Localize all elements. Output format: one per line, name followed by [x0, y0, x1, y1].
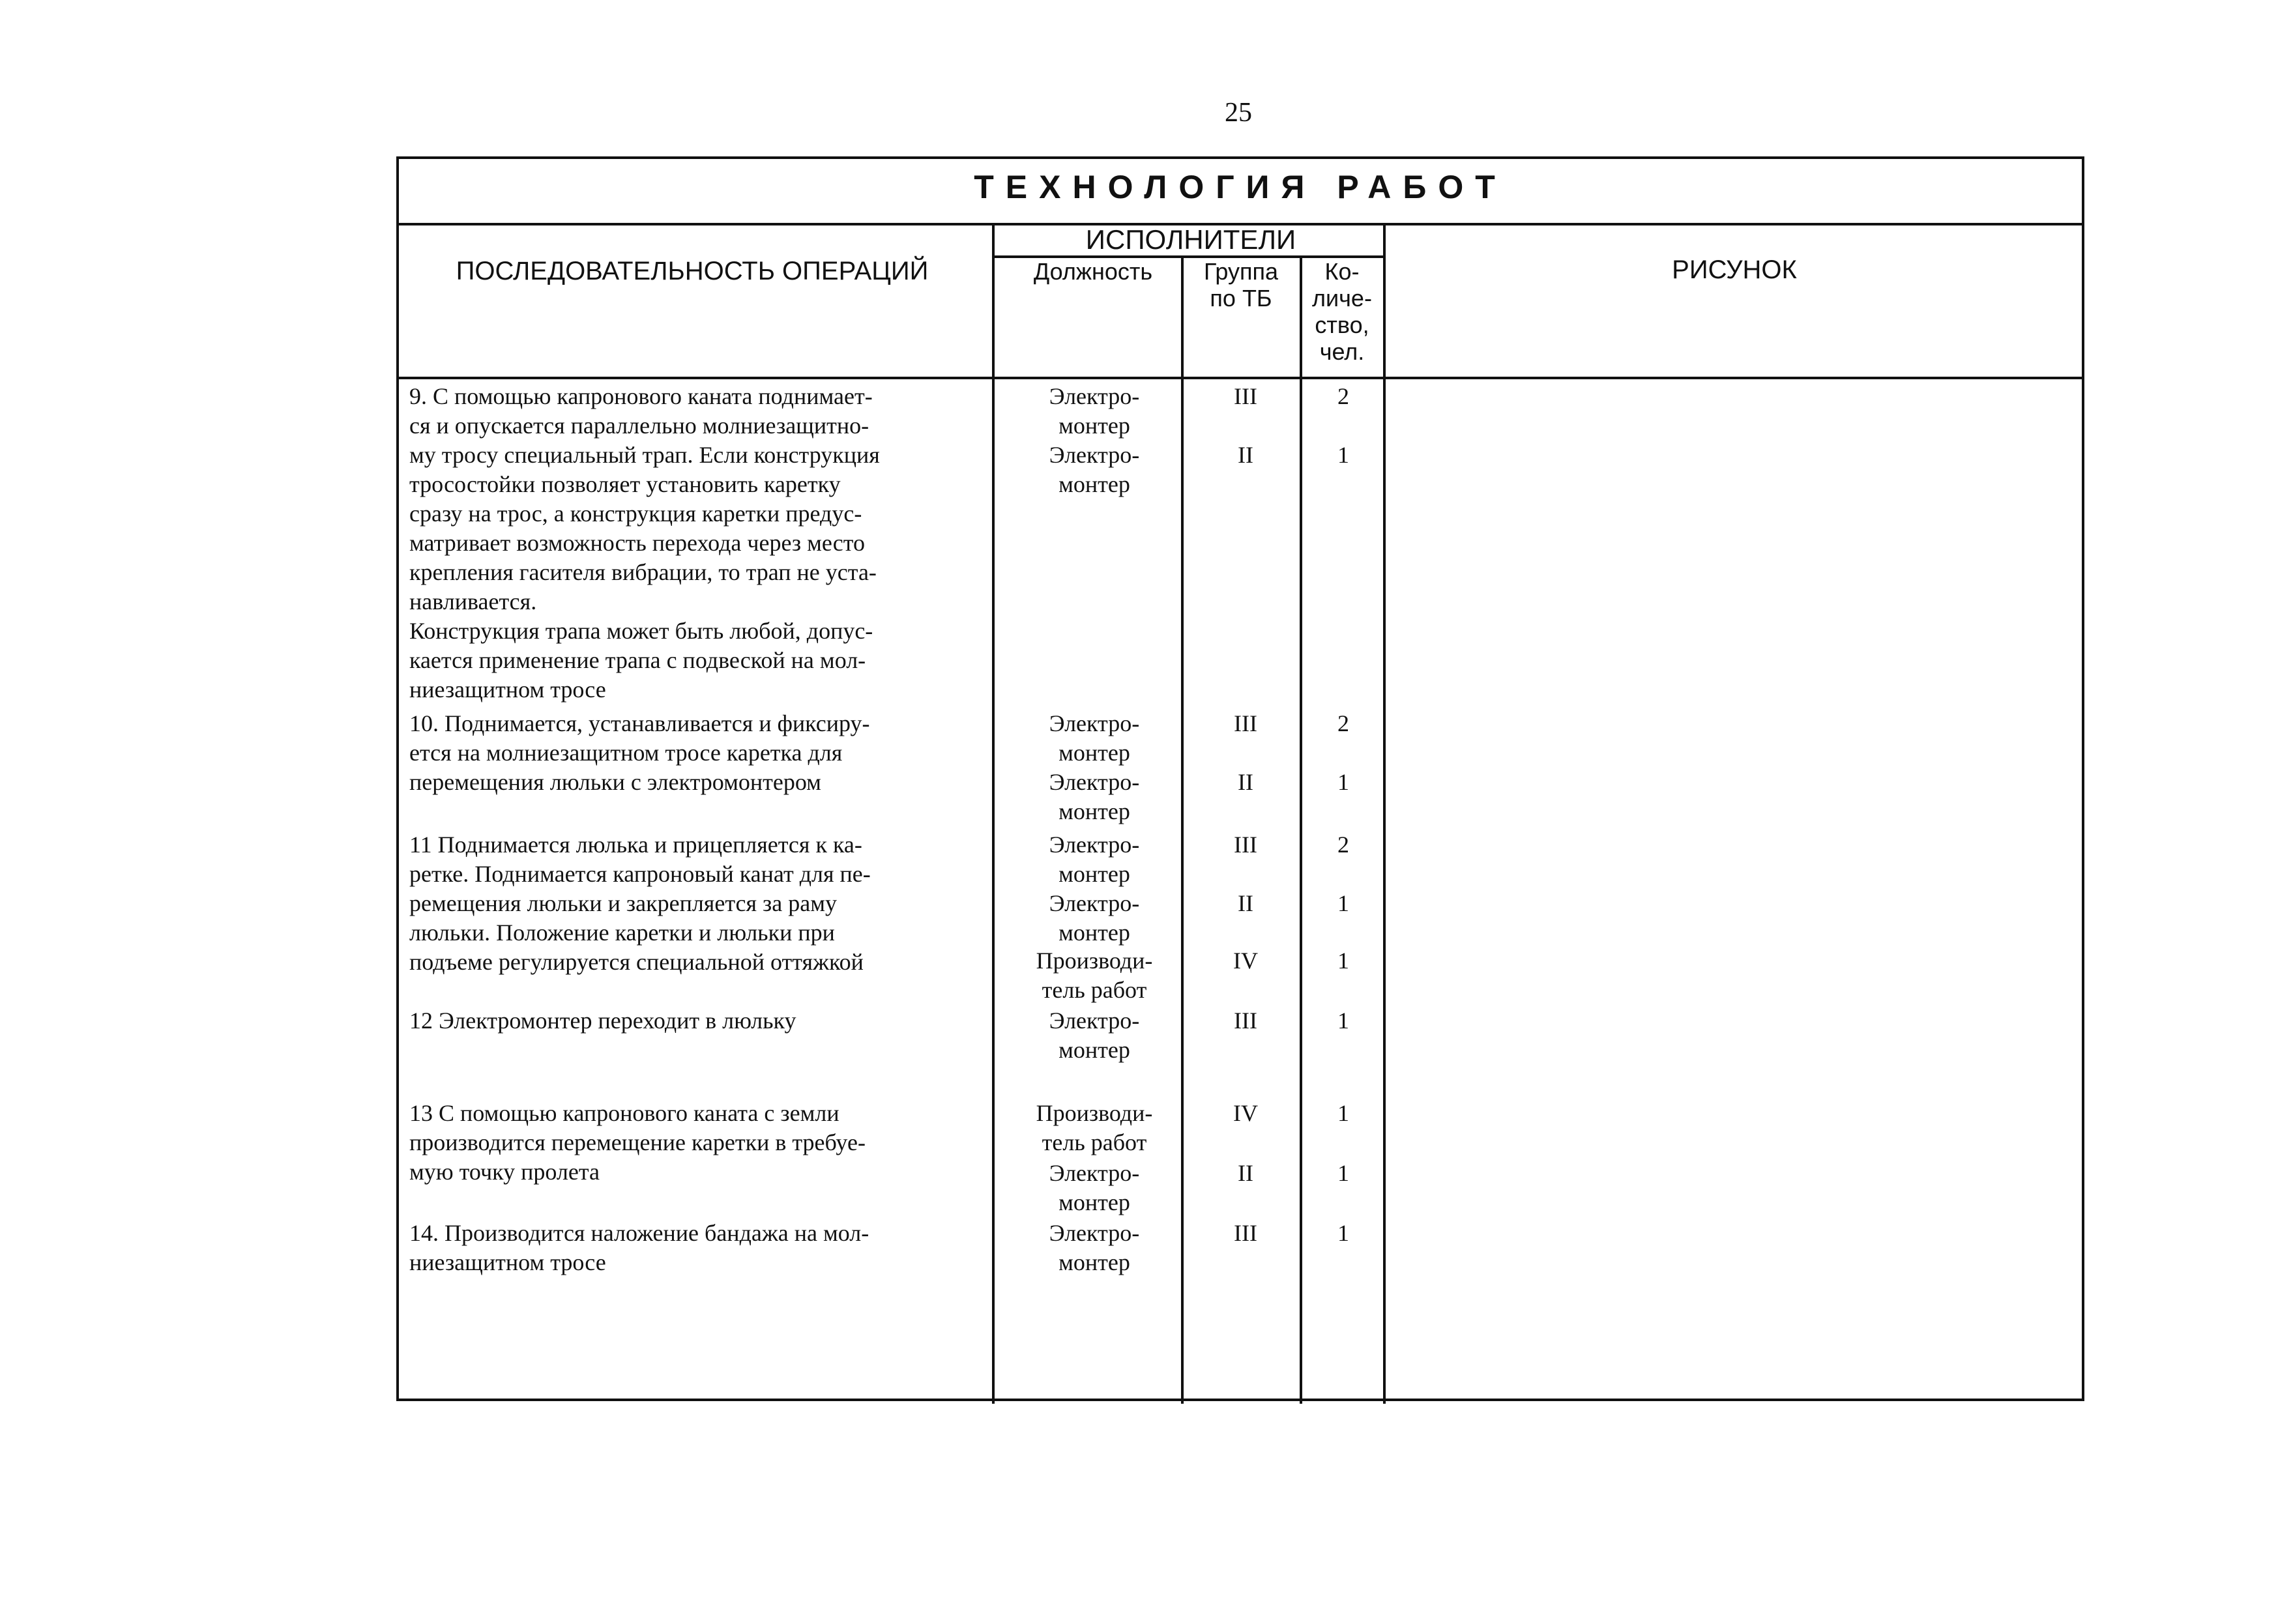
executor-position: Производи- тель работ — [1036, 948, 1153, 1003]
executor-quantity: 1 — [1337, 769, 1349, 795]
executor-group: III — [1234, 1008, 1257, 1034]
figure-area — [1387, 379, 2082, 1396]
executor-quantity: 1 — [1337, 1008, 1349, 1034]
table-title-row — [399, 159, 2082, 225]
operation-step-9: 9. С помощью капронового каната поднимает- ся и опускается параллельно молниезащитно- му тросу специальный трап. Если конструкция тросостойки позволяет установить каретку сразу на трос, а конструкция каретки предус- матривает возможность перехода через место крепления гасителя вибрации, то трап не уста- навливается. Конструкция трапа может быть любой, допус- кается применение трапа с подвеской на мол- ниезащитном тросе — [409, 383, 880, 703]
executor-group: II — [1238, 1160, 1253, 1186]
executor-quantity: 1 — [1337, 442, 1349, 468]
executor-position: Электро- монтер — [1049, 383, 1140, 439]
executor-position: Электро- монтер — [1049, 442, 1140, 497]
position-header: Должность — [1033, 258, 1153, 285]
executor-position: Электро- монтер — [1049, 710, 1140, 766]
operation-step-14: 14. Производится наложение бандажа на мол- ниезащитном тросе — [409, 1220, 869, 1275]
operations-header: ПОСЛЕДОВАТЕЛЬНОСТЬ ОПЕРАЦИЙ — [456, 257, 929, 285]
page-number: 25 — [1225, 98, 1252, 128]
executor-group: III — [1234, 1220, 1257, 1246]
executor-position: Электро- монтер — [1049, 890, 1140, 946]
group-header: Группа по ТБ — [1203, 258, 1279, 312]
executor-quantity: 1 — [1337, 1100, 1349, 1126]
executor-quantity: 2 — [1337, 832, 1349, 858]
executor-group: IV — [1233, 948, 1258, 974]
executor-position: Электро- монтер — [1049, 1008, 1140, 1063]
executor-position: Электро- монтер — [1049, 1220, 1140, 1275]
table-title: ТЕХНОЛОГИЯ РАБОТ — [974, 169, 1507, 205]
figure-header: РИСУНОК — [1672, 255, 1797, 284]
executor-position: Электро- монтер — [1049, 769, 1140, 824]
operation-step-12: 12 Электромонтер переходит в люльку — [409, 1008, 796, 1034]
operation-step-10: 10. Поднимается, устанавливается и фиксиру- ется на молниезащитном тросе каретка для перемещения люльки с электромонтером — [409, 710, 870, 795]
column-divider-figure — [1383, 225, 1386, 1404]
executor-group: II — [1238, 769, 1253, 795]
executor-position: Производи- тель работ — [1036, 1100, 1153, 1155]
executor-quantity: 1 — [1337, 890, 1349, 916]
executor-quantity: 2 — [1337, 383, 1349, 409]
executor-group: III — [1234, 383, 1257, 409]
column-divider-operations — [992, 225, 995, 1404]
executor-group: III — [1234, 710, 1257, 736]
quantity-header: Ко- личе- ство, чел. — [1312, 258, 1372, 366]
operation-step-13: 13 С помощью капронового каната с земли производится перемещение каретки в требуе- мую точку пролета — [409, 1100, 866, 1185]
executor-group: II — [1238, 442, 1253, 468]
executor-group: II — [1238, 890, 1253, 916]
technology-table — [396, 156, 2084, 1401]
operation-step-11: 11 Поднимается люлька и прицепляется к ка- ретке. Поднимается капроновый канат для пе- ремещения люльки и закрепляется за раму люльки. Положение каретки и люльки при подъеме регулируется специальной оттяжкой — [409, 832, 871, 975]
executor-quantity: 1 — [1337, 948, 1349, 974]
executor-group: III — [1234, 832, 1257, 858]
executor-quantity: 1 — [1337, 1220, 1349, 1246]
executor-position: Электро- монтер — [1049, 1160, 1140, 1215]
executors-header: ИСПОЛНИТЕЛИ — [1085, 224, 1296, 255]
executor-quantity: 1 — [1337, 1160, 1349, 1186]
executor-position: Электро- монтер — [1049, 832, 1140, 887]
executor-quantity: 2 — [1337, 710, 1349, 736]
executor-group: IV — [1233, 1100, 1258, 1126]
